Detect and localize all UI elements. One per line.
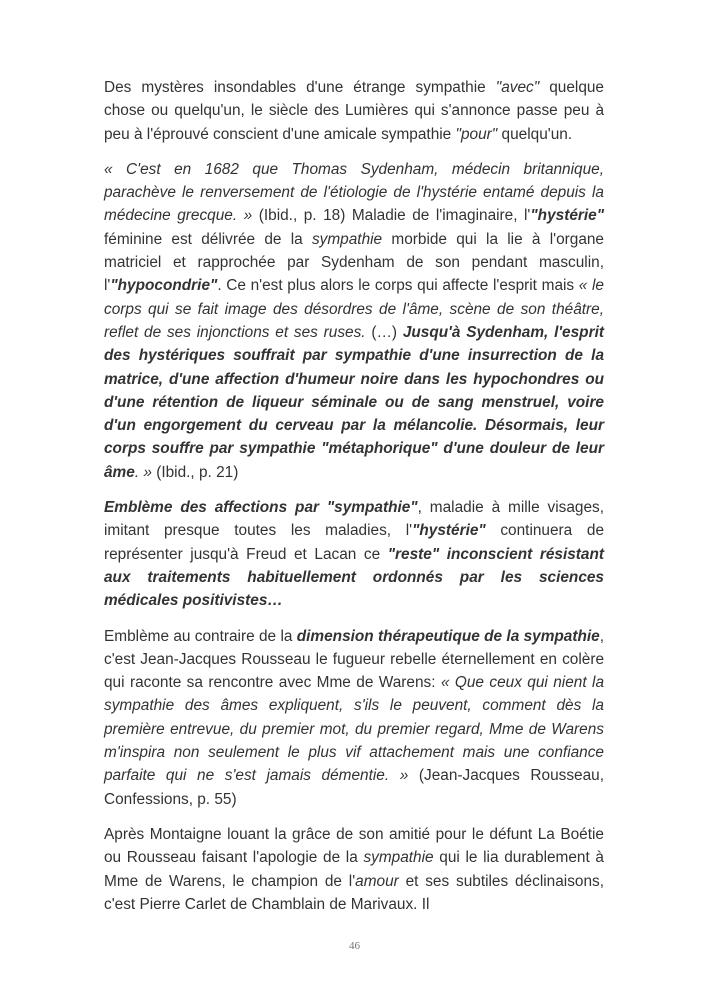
text-run: Des mystères insondables d'une étrange sympathie [104, 79, 496, 96]
paragraph-5 [104, 823, 604, 916]
text-run: , c'est Jean-Jacques Rousseau le fugueur rebelle éternellement en colère qui raconte sa rencontre avec Mme de Warens: [104, 627, 604, 692]
paragraph-1 [104, 76, 604, 146]
term-hypocondrie: "hypocondrie" [110, 277, 218, 295]
italic-run: "pour" [455, 125, 498, 143]
term-hysterie: "hystérie" [412, 522, 486, 540]
paragraph-2 [104, 158, 604, 484]
text-run: quelqu'un. [497, 125, 573, 143]
page-number: 46 [349, 940, 360, 952]
text-run: (…) [365, 323, 403, 341]
term-hysterie: "hystérie" [530, 207, 604, 225]
text-run: quelque chose ou quelqu'un, le siècle des Lumières qui s'annonce passe peu à peu à l'éprouvé conscient d'une amicale sympathie [104, 79, 604, 143]
text-run: qui le lia durablement à Mme de Warens, le champion de l' [104, 849, 604, 890]
quote-close: . » [134, 463, 152, 481]
text-run: et ses subtiles déclinaisons, c'est Pierre Carlet de Chamblain de Marivaux. Il [104, 872, 604, 913]
quote-corps: « le corps qui se fait image des désordres de l'âme, scène de son théâtre, reflet de ses injonctions et ses ruses. [104, 277, 604, 341]
quote-sydenham: « C'est en 1682 que Thomas Sydenham, médecin britannique, parachève le renversement de l'étiologie de l'hystérie entamé depuis la médecine grecque. » [104, 160, 604, 225]
text-run: féminine est délivrée de la [104, 230, 312, 248]
text-run: Après Montaigne louant la grâce de son amitié pour le défunt La Boétie ou Rousseau faisant l'apologie de la [104, 825, 604, 867]
emphasis-run: dimension thérapeutique de la sympathie [296, 627, 600, 645]
page-body [104, 76, 604, 928]
text-run: . Ce n'est plus alors le corps qui affecte l'esprit mais [217, 277, 579, 295]
text-run: morbide qui la lie à l'organe matriciel et rapprochée par Sydenham de son pendant masculin, l' [104, 230, 604, 295]
text-run: continuera de représenter jusqu'à Freud et Lacan ce [104, 522, 605, 563]
term-sympathie: sympathie [363, 849, 434, 867]
term-sympathie: sympathie [311, 230, 383, 248]
citation: (Ibid., p. 21) [151, 463, 239, 481]
term-amour: amour [355, 872, 399, 890]
emphasis-run: Emblème des affections par "sympathie" [104, 499, 418, 517]
text-run: (Ibid., p. 18) Maladie de l'imaginaire, l' [252, 207, 531, 225]
quote-rousseau: « Que ceux qui nient la sympathie des âmes expliquent, s'ils le peuvent, comment dès la première entrevue, du premier mot, du premier regard, Mme de Warens m'inspira non seulement le plus vif attachement mais une confiance parfaite qui ne s'est jamais démentie. » [104, 674, 604, 785]
italic-run: "avec" [495, 79, 540, 96]
quote-emphasis: Jusqu'à Sydenham, l'esprit des hystériques souffrait par sympathie d'une insurrection de la matrice, d'une affection d'humeur noire dans les hypochondres ou d'une rétention de liqueur séminale ou de sang menstruel, voire d'un engorgement du cerveau par la mélancolie. Désormais, leur corps souffre par sympathie "métaphorique" d'une douleur de leur âme [104, 323, 604, 481]
citation: (Jean-Jacques Rousseau, Confessions, p. 55) [104, 767, 604, 808]
paragraph-4 [104, 625, 604, 811]
paragraph-3 [104, 496, 604, 612]
text-run: , maladie à mille visages, imitant presque toutes les maladies, l' [104, 499, 605, 540]
text-run: Emblème au contraire de la [104, 627, 297, 645]
emphasis-run: "reste" inconscient résistant aux traitements habituellement ordonnés par les sciences médicales positivistes… [104, 545, 604, 610]
